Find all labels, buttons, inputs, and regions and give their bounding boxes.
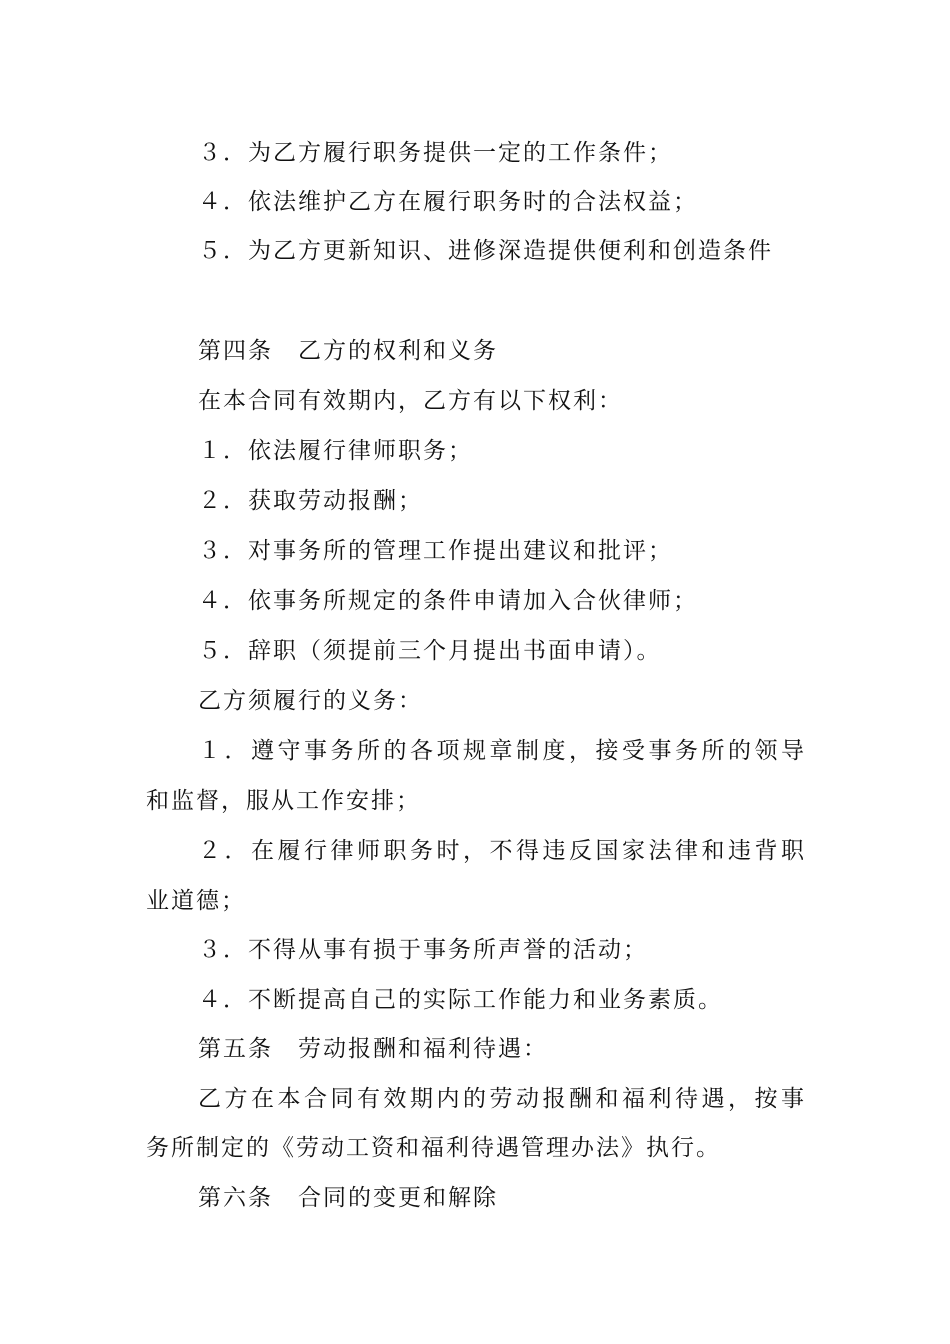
duty-item-1-line-1: １．遵守事务所的各项规章制度，接受事务所的领导	[198, 738, 806, 764]
duty-item-2-line-2: 业道德；	[146, 888, 246, 914]
article-5-body-line-1: 乙方在本合同有效期内的劳动报酬和福利待遇，按事	[198, 1086, 806, 1112]
duty-item-3: ３．不得从事有损于事务所声誉的活动；	[198, 937, 648, 963]
article-5-heading: 第五条 劳动报酬和福利待遇：	[198, 1036, 548, 1062]
right-item-3: ３．对事务所的管理工作提出建议和批评；	[198, 538, 673, 564]
article-4-heading: 第四条 乙方的权利和义务	[198, 338, 498, 364]
right-item-4: ４．依事务所规定的条件申请加入合伙律师；	[198, 588, 698, 614]
right-item-1: １．依法履行律师职务；	[198, 438, 473, 464]
duties-intro: 乙方须履行的义务：	[198, 688, 423, 714]
party-a-duty-4: ４．依法维护乙方在履行职务时的合法权益；	[198, 189, 698, 215]
right-item-2: ２．获取劳动报酬；	[198, 488, 423, 514]
duty-item-1-line-2: 和监督，服从工作安排；	[146, 788, 421, 814]
article-6-heading: 第六条 合同的变更和解除	[198, 1185, 498, 1211]
duty-item-2-line-1: ２．在履行律师职务时，不得违反国家法律和违背职	[198, 838, 806, 864]
rights-intro: 在本合同有效期内，乙方有以下权利：	[198, 388, 623, 414]
article-5-body-line-2: 务所制定的《劳动工资和福利待遇管理办法》执行。	[146, 1135, 721, 1161]
party-a-duty-3: ３．为乙方履行职务提供一定的工作条件；	[198, 140, 673, 166]
right-item-5: ５．辞职（须提前三个月提出书面申请）。	[198, 638, 662, 664]
party-a-duty-5: ５．为乙方更新知识、进修深造提供便利和创造条件	[198, 238, 773, 264]
duty-item-4: ４．不断提高自己的实际工作能力和业务素质。	[198, 987, 723, 1013]
